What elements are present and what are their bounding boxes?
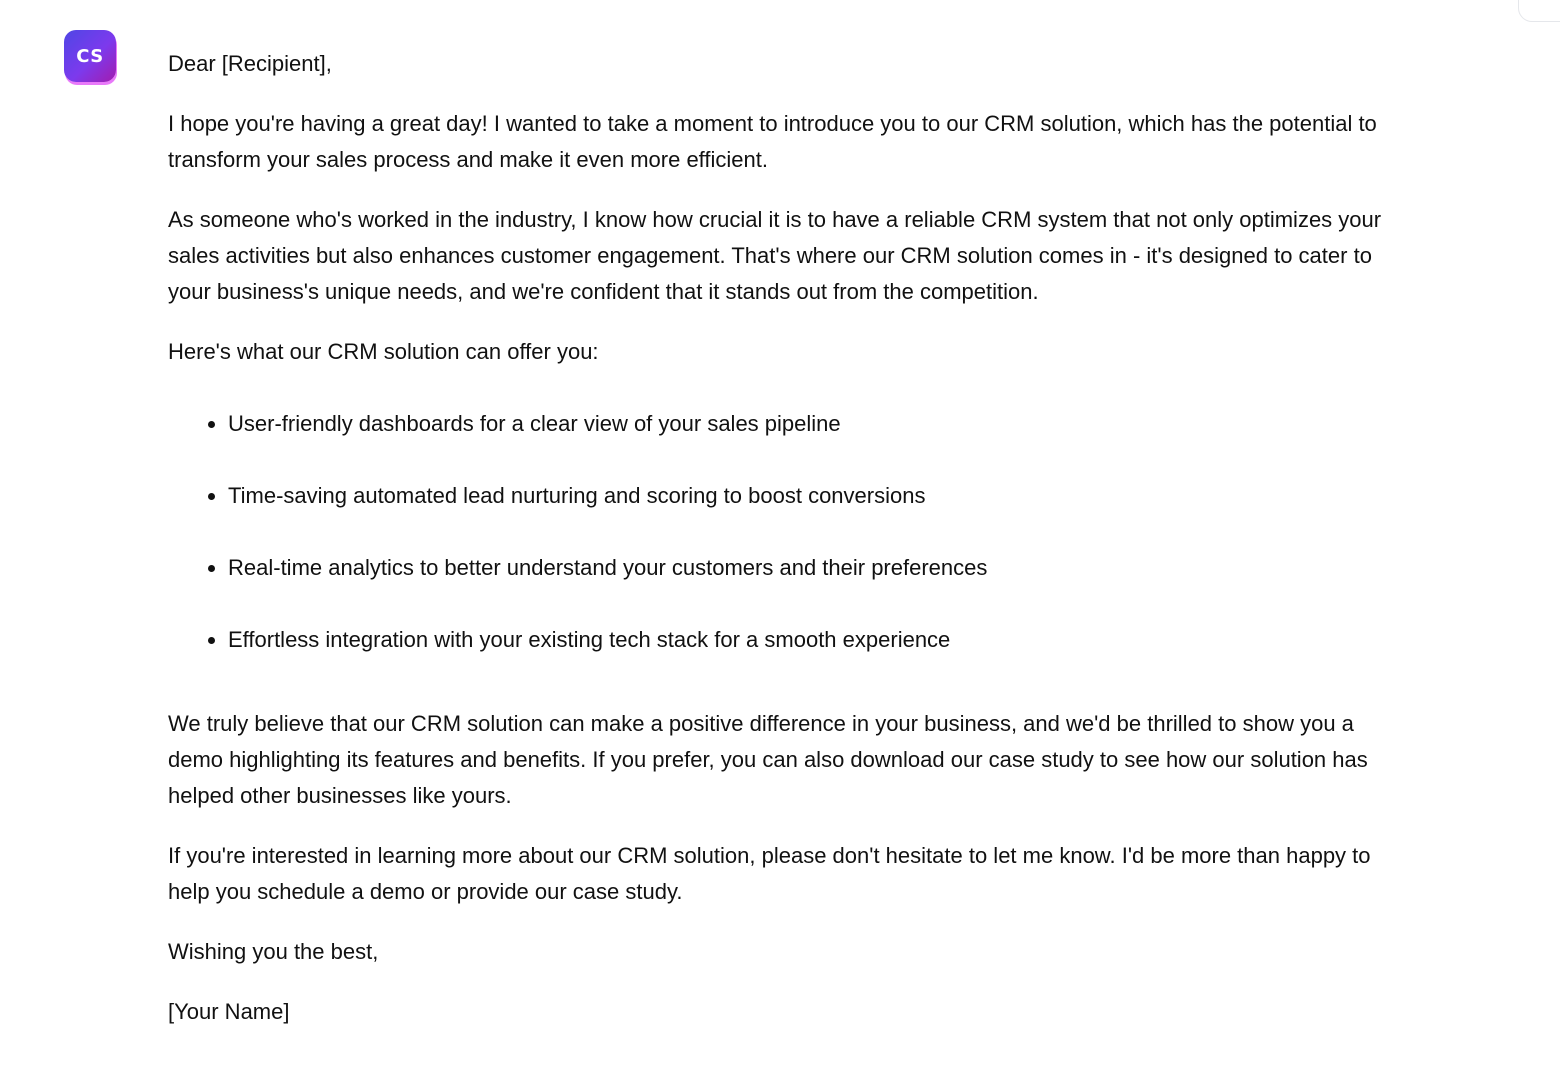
list-item: • Time-saving automated lead nurturing and scoring to boost conversions bbox=[228, 478, 1408, 514]
assistant-message bbox=[168, 46, 1408, 1054]
message-paragraph: I hope you're having a great day! I wanted to take a moment to introduce you to our CRM solution, which has the potential to transform your sales process and make it even more efficient. bbox=[168, 111, 1377, 172]
corner-panel-edge bbox=[1518, 0, 1560, 22]
greeting: Dear [Recipient], bbox=[168, 51, 332, 76]
list-item: • Effortless integration with your existing tech stack for a smooth experience bbox=[228, 622, 1408, 658]
signature: [Your Name] bbox=[168, 999, 290, 1024]
list-item: • Real-time analytics to better understand your customers and their preferences bbox=[228, 550, 1408, 586]
feature-list bbox=[168, 406, 1408, 658]
message-paragraph: If you're interested in learning more about our CRM solution, please don't hesitate to let me know. I'd be more than happy to help you schedule a demo or provide our case study. bbox=[168, 843, 1371, 904]
message-paragraph: We truly believe that our CRM solution can make a positive difference in your business, and we'd be thrilled to show you a demo highlighting its features and benefits. If you prefer, you can also download our case study to see how our solution has helped other businesses like yours. bbox=[168, 711, 1368, 808]
avatar-initials: CS bbox=[76, 45, 104, 67]
cs-logo-icon bbox=[64, 30, 116, 82]
message-paragraph: As someone who's worked in the industry, I know how crucial it is to have a reliable CRM system that not only optimizes your sales activities but also enhances customer engagement. That's where our CRM solution comes in - it's designed to cater to your business's unique needs, and we're confident that it stands out from the competition. bbox=[168, 207, 1382, 304]
sign-off: Wishing you the best, bbox=[168, 939, 379, 964]
message-paragraph: Here's what our CRM solution can offer you: bbox=[168, 339, 599, 364]
list-item: • User-friendly dashboards for a clear view of your sales pipeline bbox=[228, 406, 1408, 442]
